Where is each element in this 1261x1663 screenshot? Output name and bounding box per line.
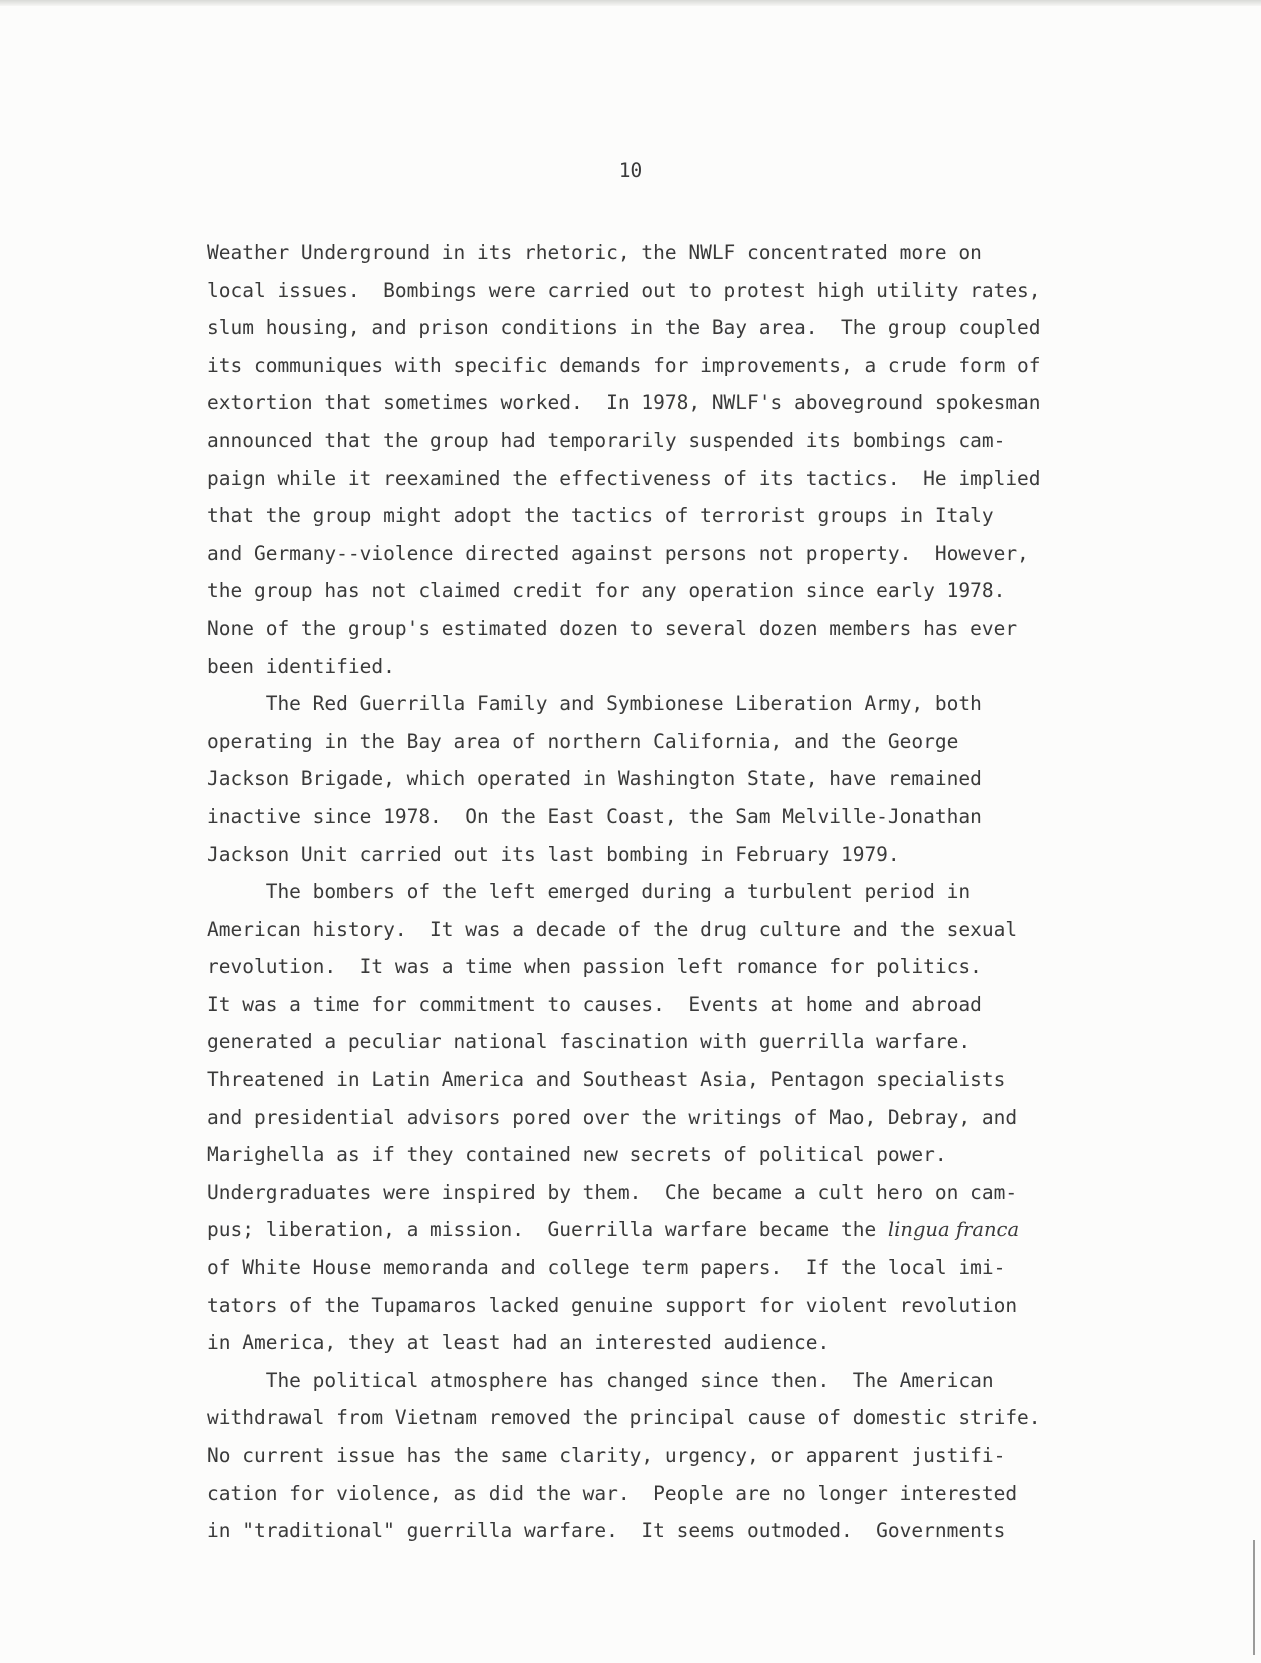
text-line xyxy=(207,836,1217,874)
text-line-content: the group has not claimed credit for any operation since early 1978. xyxy=(207,579,1006,603)
text-line-content: tators of the Tupamaros lacked genuine support for violent revolution xyxy=(207,1293,1018,1317)
document-body xyxy=(207,234,1217,1550)
text-line xyxy=(207,760,1217,798)
text-line xyxy=(207,648,1217,686)
text-line xyxy=(207,497,1217,535)
text-line-content: Jackson Unit carried out its last bombing in February 1979. xyxy=(207,842,900,866)
text-line-content: extortion that sometimes worked. In 1978, NWLF's aboveground spokesman xyxy=(207,391,1041,415)
text-line-content: revolution. It was a time when passion left romance for politics. xyxy=(207,955,982,979)
scan-right-edge xyxy=(1253,1540,1255,1655)
text-line-content: that the group might adopt the tactics of terrorist groups in Italy xyxy=(207,504,994,528)
text-line xyxy=(207,1211,1217,1249)
text-line-content: operating in the Bay area of northern California, and the George xyxy=(207,729,959,753)
text-line xyxy=(207,1475,1217,1513)
text-line-content: announced that the group had temporarily suspended its bombings cam- xyxy=(207,428,1006,452)
italic-phrase: lingua franca xyxy=(887,1218,1020,1242)
text-line xyxy=(207,1399,1217,1437)
text-line xyxy=(207,460,1217,498)
text-line xyxy=(207,986,1217,1024)
text-line xyxy=(207,272,1217,310)
text-line-content: in "traditional" guerrilla warfare. It seems outmoded. Governments xyxy=(207,1519,1006,1543)
text-line-content: Threatened in Latin America and Southeast Asia, Pentagon specialists xyxy=(207,1068,1006,1092)
text-line-content: and presidential advisors pored over the writings of Mao, Debray, and xyxy=(207,1105,1018,1129)
text-line-content: The Red Guerrilla Family and Symbionese Liberation Army, both xyxy=(207,692,982,716)
text-line-content: of White House memoranda and college term papers. If the local imi- xyxy=(207,1256,1006,1280)
text-line xyxy=(207,1512,1217,1550)
text-line xyxy=(207,685,1217,723)
text-line xyxy=(207,1249,1217,1287)
text-line-content: inactive since 1978. On the East Coast, the Sam Melville-Jonathan xyxy=(207,804,982,828)
text-line xyxy=(207,1362,1217,1400)
text-line-content: No current issue has the same clarity, urgency, or apparent justifi- xyxy=(207,1444,1006,1467)
text-line-content: None of the group's estimated dozen to several dozen members has ever xyxy=(207,616,1018,640)
text-line xyxy=(207,384,1217,422)
text-line xyxy=(207,1174,1217,1212)
text-line xyxy=(207,610,1217,648)
text-line xyxy=(207,1287,1217,1325)
text-line xyxy=(207,1437,1217,1475)
text-line xyxy=(207,422,1217,460)
text-line-content: in America, they at least had an interested audience. xyxy=(207,1331,830,1355)
text-line-content: its communiques with specific demands for improvements, a crude form of xyxy=(207,353,1041,377)
text-line-content: Jackson Brigade, which operated in Washington State, have remained xyxy=(207,767,982,791)
text-line-content: cation for violence, as did the war. People are no longer interested xyxy=(207,1481,1018,1505)
text-line-content: Marighella as if they contained new secrets of political power. xyxy=(207,1143,947,1167)
scan-top-edge xyxy=(0,0,1261,6)
text-line-content: Weather Underground in its rhetoric, the NWLF concentrated more on xyxy=(207,241,982,264)
text-line xyxy=(207,1023,1217,1061)
text-line xyxy=(207,873,1217,911)
text-line xyxy=(207,1099,1217,1137)
page-number: 10 xyxy=(618,159,643,182)
text-line-content: pus; liberation, a mission. Guerrilla warfare became the xyxy=(207,1218,888,1242)
text-line xyxy=(207,572,1217,610)
text-line xyxy=(207,1136,1217,1174)
text-line-content: and Germany--violence directed against persons not property. However, xyxy=(207,541,1029,565)
text-line xyxy=(207,948,1217,986)
text-line-content: paign while it reexamined the effectiveness of its tactics. He implied xyxy=(207,466,1041,490)
text-line xyxy=(207,234,1217,272)
text-line-content: Undergraduates were inspired by them. Che became a cult hero on cam- xyxy=(207,1180,1018,1204)
text-line xyxy=(207,347,1217,385)
text-line-content: The bombers of the left emerged during a turbulent period in xyxy=(207,880,971,904)
text-line xyxy=(207,535,1217,573)
text-line-content: American history. It was a decade of the drug culture and the sexual xyxy=(207,917,1018,941)
text-line xyxy=(207,1061,1217,1099)
text-line-content: local issues. Bombings were carried out to protest high utility rates, xyxy=(207,278,1041,302)
text-line-content: slum housing, and prison conditions in the Bay area. The group coupled xyxy=(207,316,1041,340)
text-line-content: been identified. xyxy=(207,654,395,678)
text-line xyxy=(207,309,1217,347)
text-line xyxy=(207,798,1217,836)
text-line xyxy=(207,723,1217,761)
text-line-content: withdrawal from Vietnam removed the principal cause of domestic strife. xyxy=(207,1406,1041,1430)
text-line xyxy=(207,1324,1217,1362)
text-line-content: The political atmosphere has changed since then. The American xyxy=(207,1368,994,1392)
text-line-content: It was a time for commitment to causes. Events at home and abroad xyxy=(207,992,982,1016)
text-line xyxy=(207,911,1217,949)
text-line-content: generated a peculiar national fascination with guerrilla warfare. xyxy=(207,1030,971,1054)
